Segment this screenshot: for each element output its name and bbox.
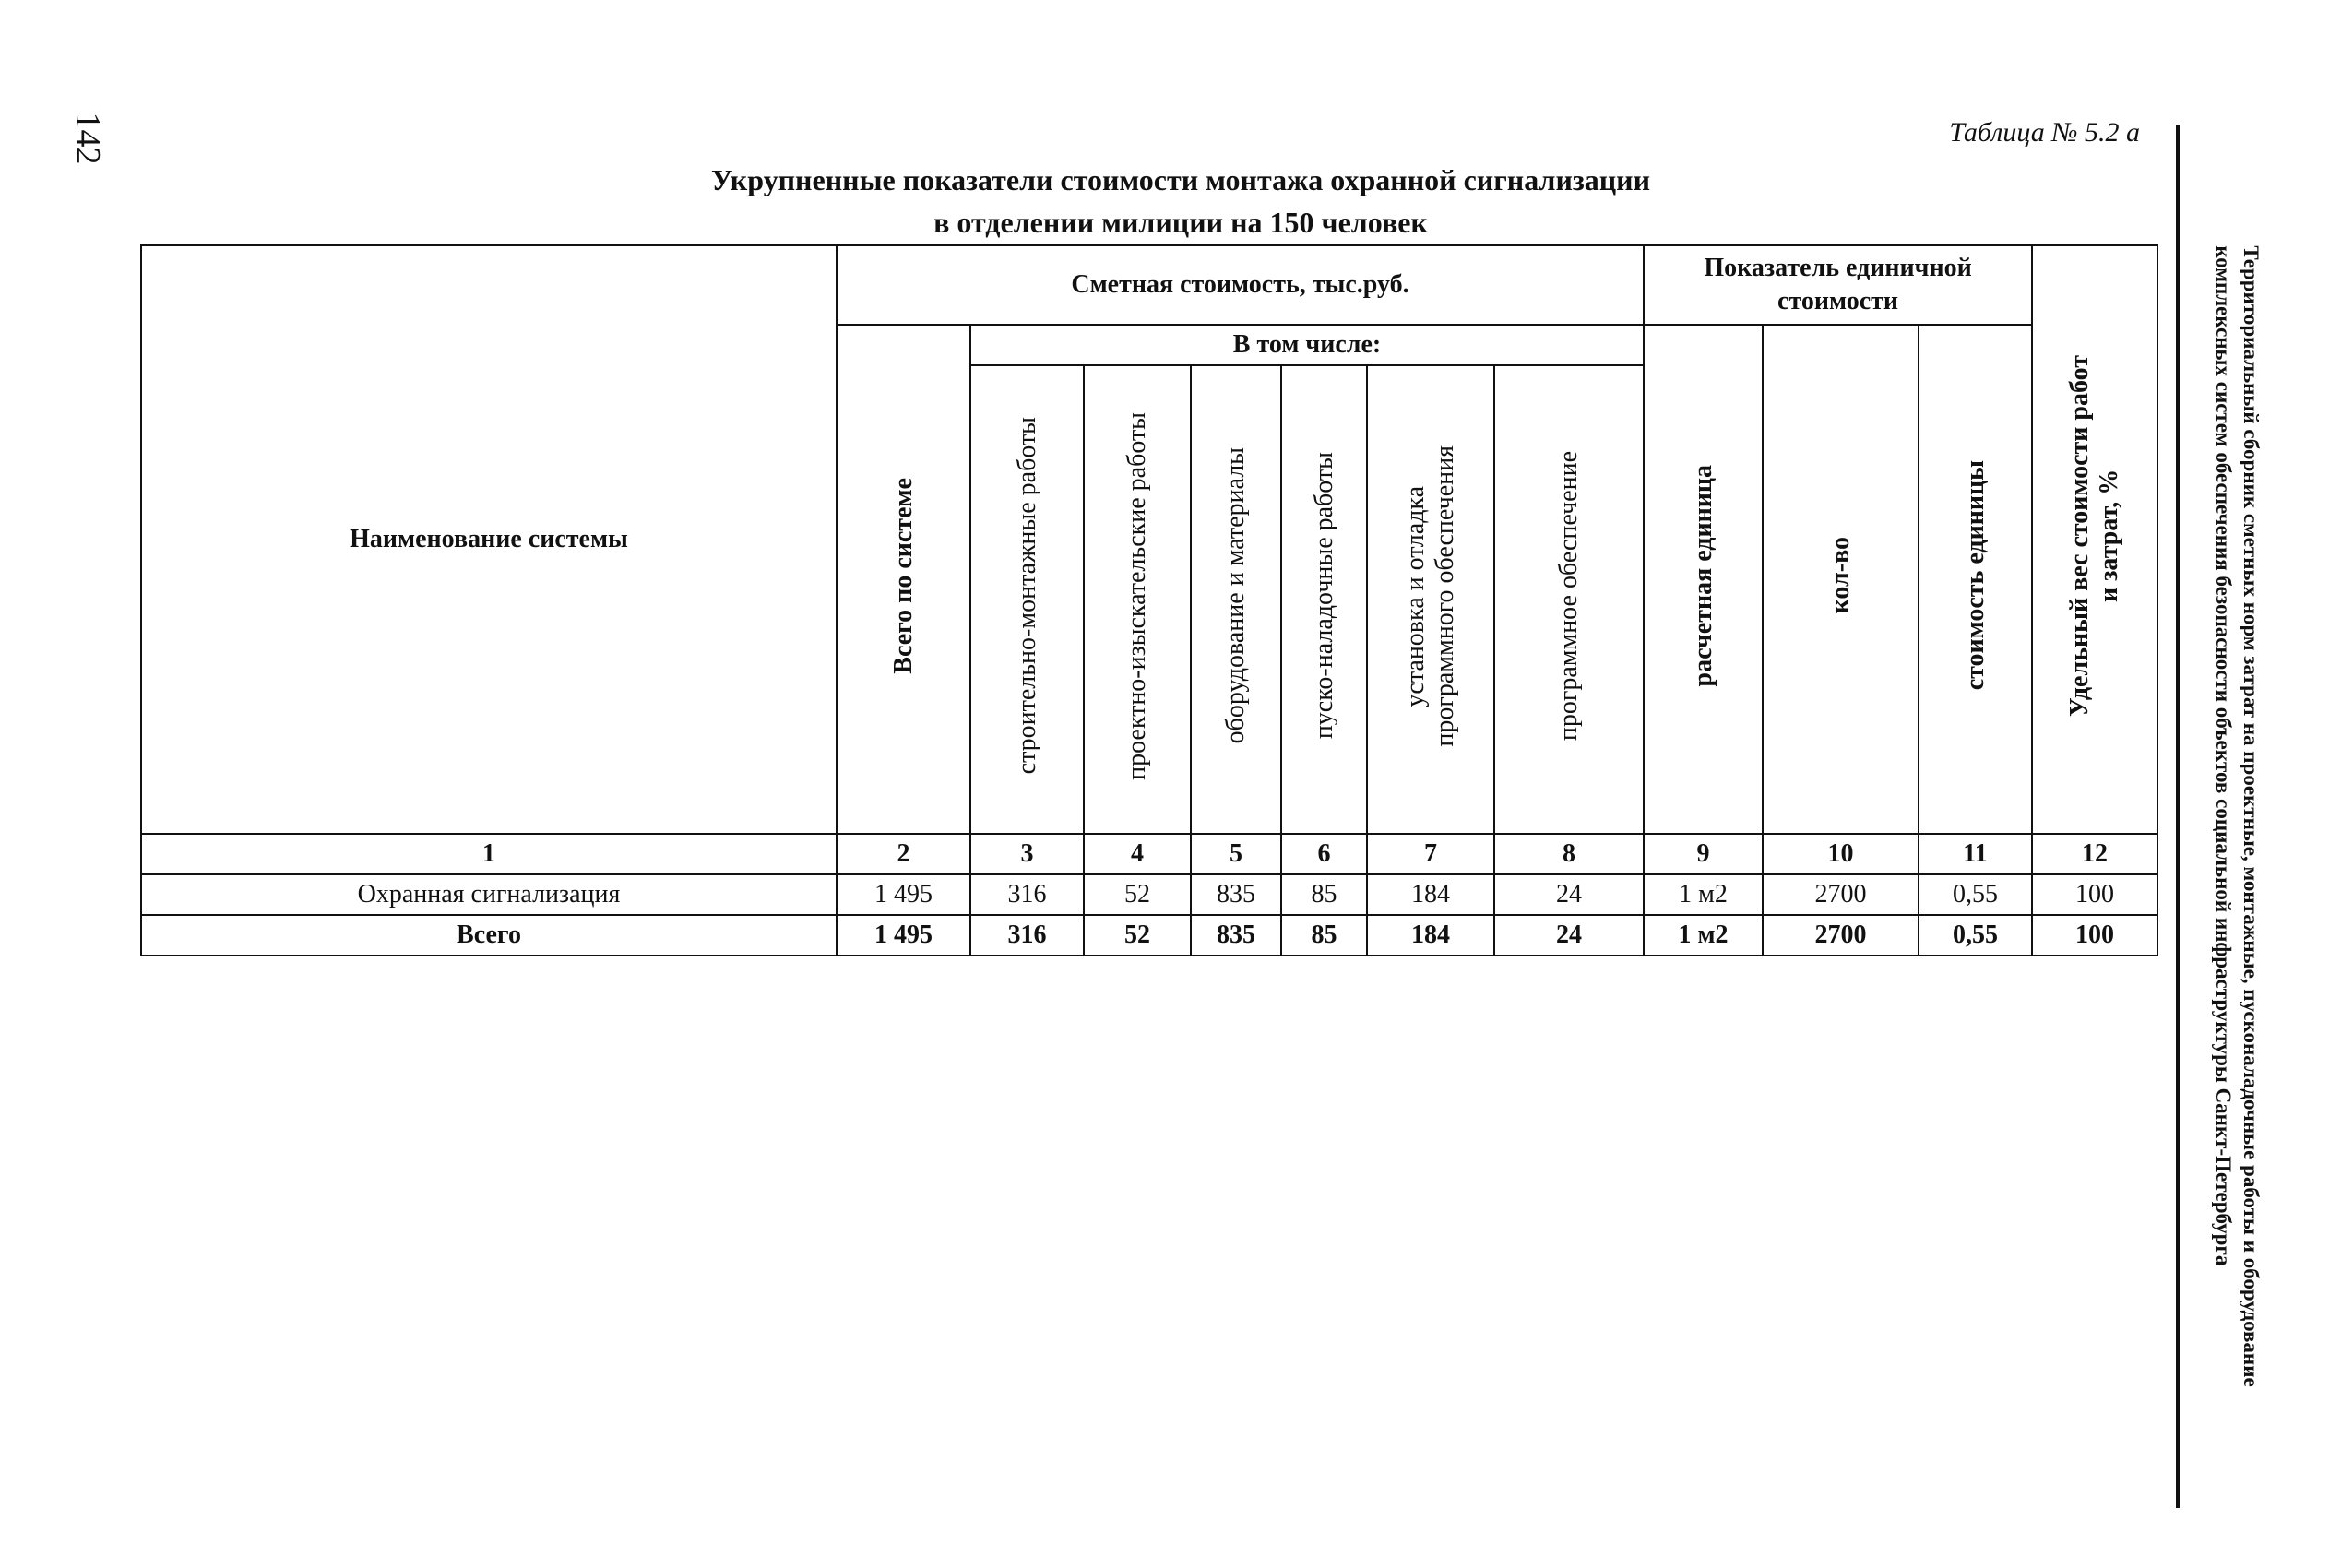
column-number: 6 (1281, 834, 1367, 874)
column-number: 8 (1494, 834, 1644, 874)
header-software-install-line-2: программного обеспечения (1431, 445, 1459, 747)
column-number: 10 (1763, 834, 1919, 874)
column-number: 5 (1191, 834, 1281, 874)
header-including: В том числе: (970, 325, 1644, 365)
table-cell: 2700 (1763, 874, 1919, 915)
total-cell: 1 495 (837, 915, 970, 956)
side-divider (2176, 125, 2180, 1508)
table-cell: 0,55 (1919, 874, 2032, 915)
header-system-name: Наименование системы (141, 245, 837, 834)
total-cell: 1 м2 (1644, 915, 1763, 956)
header-calc-unit-text: расчетная единица (1688, 464, 1717, 687)
header-quantity-text: кол-во (1825, 537, 1855, 614)
table-cell: 1 м2 (1644, 874, 1763, 915)
column-number: 9 (1644, 834, 1763, 874)
header-share-text (2065, 355, 2124, 717)
header-unit-cost-indicator-text: Показатель единичной стоимости (1704, 254, 1972, 315)
table-cell: 100 (2032, 874, 2157, 915)
header-share (2032, 245, 2157, 834)
header-software-text: программное обеспечение (1554, 450, 1583, 742)
running-header (2209, 245, 2264, 1386)
header-software-install-line-1: установка и отладка (1401, 485, 1430, 707)
column-number: 2 (837, 834, 970, 874)
column-number: 7 (1367, 834, 1494, 874)
title-line-1: Укрупненные показатели стоимости монтажа охранной сигнализации (710, 163, 1651, 196)
total-cell: 316 (970, 915, 1084, 956)
column-number: 4 (1084, 834, 1191, 874)
header-software-install (1367, 365, 1494, 834)
column-number: 11 (1919, 834, 2032, 874)
header-total-by-system (837, 325, 970, 834)
table-cell: 85 (1281, 874, 1367, 915)
header-design (1084, 365, 1191, 834)
header-quantity (1763, 325, 1919, 834)
title-line-2: в отделении милиции на 150 человек (933, 206, 1428, 239)
total-cell: 24 (1494, 915, 1644, 956)
header-design-text: проектно-изыскательские работы (1123, 411, 1151, 780)
table-cell: 1 495 (837, 874, 970, 915)
header-unit-cost (1919, 325, 2032, 834)
header-unit-cost-indicator (1644, 245, 2032, 325)
page-number: 142 (68, 112, 107, 165)
header-estimated-cost: Сметная стоимость, тыс.руб. (837, 245, 1644, 325)
header-share-line-2: и затрат, % (2095, 469, 2124, 603)
header-total-by-system-text: Всего по системе (888, 477, 918, 674)
header-share-line-1: Удельный вес стоимости работ (2065, 355, 2095, 717)
table-cell: 835 (1191, 874, 1281, 915)
total-cell: 85 (1281, 915, 1367, 956)
cost-table (140, 244, 2158, 956)
column-number: 12 (2032, 834, 2157, 874)
column-number: 1 (141, 834, 837, 874)
table-cell: 316 (970, 874, 1084, 915)
page-title (590, 159, 1771, 244)
table-label: Таблица № 5.2 а (1949, 117, 2140, 148)
header-equipment-text: оборудование и материалы (1221, 447, 1250, 744)
column-number-row (141, 834, 2157, 874)
header-commissioning (1281, 365, 1367, 834)
table-cell: Охранная сигнализация (141, 874, 837, 915)
header-unit-cost-text: стоимость единицы (1960, 460, 1990, 691)
header-equipment (1191, 365, 1281, 834)
table-cell: 184 (1367, 874, 1494, 915)
total-cell: 0,55 (1919, 915, 2032, 956)
total-cell: 835 (1191, 915, 1281, 956)
total-cell: 100 (2032, 915, 2157, 956)
table-row (141, 874, 2157, 915)
running-header-line-1: Территориальный сборник сметных норм затрат на проектные, монтажные, пусконаладочные работы и оборудование (2240, 245, 2263, 1387)
table-cell: 24 (1494, 874, 1644, 915)
running-header-line-2: комплексных систем обеспечения безопасности объектов социальной инфраструктуры Санкт-Петербурга (2212, 245, 2235, 1266)
total-row (141, 915, 2157, 956)
header-construction (970, 365, 1084, 834)
total-cell: 2700 (1763, 915, 1919, 956)
header-commissioning-text: пуско-наладочные работы (1309, 452, 1338, 740)
header-software-install-text (1401, 445, 1460, 747)
header-software (1494, 365, 1644, 834)
table-cell: 52 (1084, 874, 1191, 915)
header-calc-unit (1644, 325, 1763, 834)
total-cell: 184 (1367, 915, 1494, 956)
column-number: 3 (970, 834, 1084, 874)
total-cell: Всего (141, 915, 837, 956)
header-construction-text: строительно-монтажные работы (1012, 417, 1041, 775)
total-cell: 52 (1084, 915, 1191, 956)
